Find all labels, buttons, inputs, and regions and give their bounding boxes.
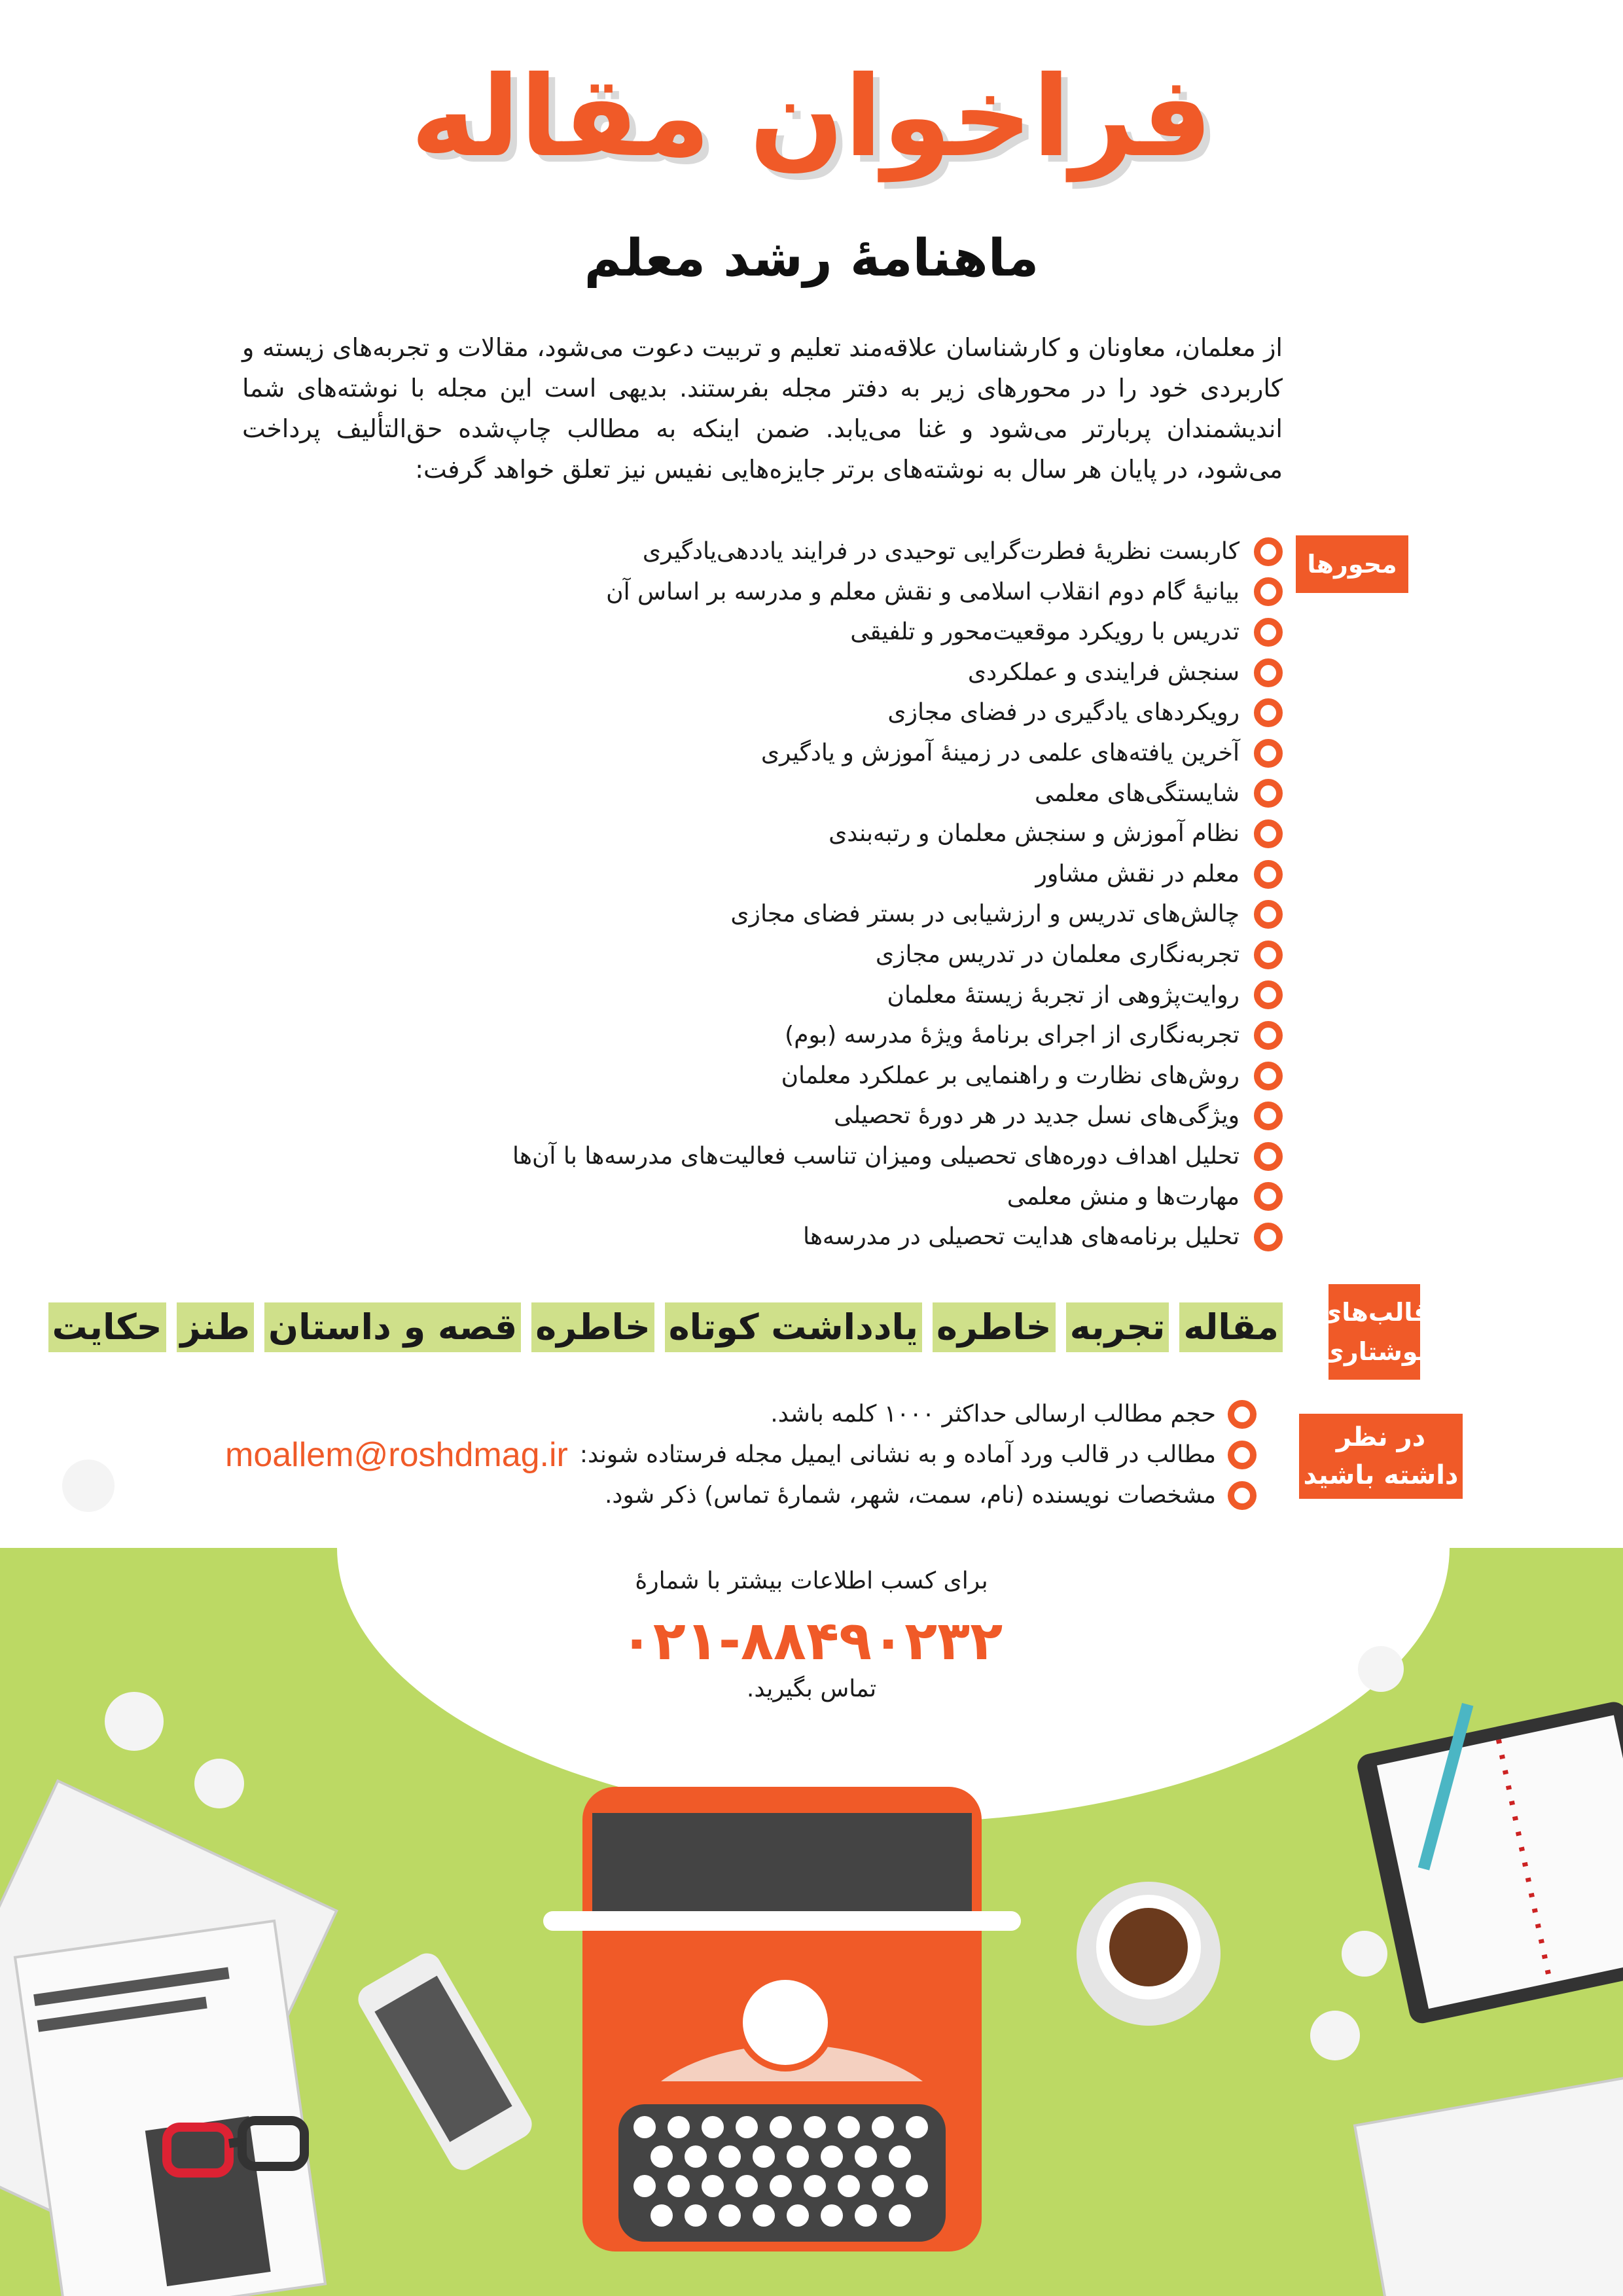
typewriter-key: [821, 2204, 843, 2227]
typewriter-key: [651, 2145, 673, 2168]
typewriter-key: [787, 2145, 809, 2168]
topic-text: شایستگی‌های معلمی: [1035, 780, 1240, 807]
topic-item: [512, 894, 1283, 935]
topic-text: آخرین یافته‌های علمی در زمینۀ آموزش و یادگیری: [760, 739, 1240, 766]
topic-item: [512, 733, 1283, 774]
bullet-icon: [1254, 1062, 1283, 1090]
topics-list: [512, 531, 1283, 1257]
topic-item: [512, 774, 1283, 814]
typewriter-key: [906, 2175, 928, 2197]
topic-item: [512, 692, 1283, 733]
notes-label: [1299, 1414, 1463, 1499]
typewriter-key: [702, 2116, 724, 2138]
typewriter-key: [685, 2204, 707, 2227]
topic-item: [512, 653, 1283, 693]
bullet-icon: [1254, 739, 1283, 768]
note-text: حجم مطالب ارسالی حداکثر ۱۰۰۰ کلمه باشد.: [770, 1401, 1216, 1427]
topic-item: [512, 1056, 1283, 1096]
bullet-icon: [1254, 1142, 1283, 1171]
intro-paragraph: از معلمان، معاونان و کارشناسان علاقه‌مند تعلیم و تربیت دعوت می‌شود، مقالات و تجربه‌های زیسته و کاربردی خود را در محورهای زیر به دفتر مجله بفرستند. بدیهی است این مجله با نوشته‌های شما اندیشمندان پربارتر می‌شود و غنا می‌یابد. ضمن اینکه به مطالب چاپ‌شده حق‌التألیف پرداخت می‌شود، در پایان هر سال به نوشته‌های برتر جایزه‌هایی نفیس نیز تعلق خواهد گرفت:: [242, 333, 1283, 484]
typewriter-key: [702, 2175, 724, 2197]
topic-item: [512, 612, 1283, 653]
topic-item: [512, 1136, 1283, 1177]
topic-text: روایت‌پژوهی از تجربۀ زیستۀ معلمان: [887, 981, 1240, 1009]
format-tag: یادداشت کوتاه: [665, 1302, 922, 1352]
note-item: [225, 1394, 1257, 1435]
typewriter-key: [838, 2175, 860, 2197]
magazine-name: ماهنامۀ رشد معلم: [584, 229, 1039, 288]
topic-text: روش‌های نظارت و راهنمایی بر عملکرد معلمان: [781, 1062, 1240, 1089]
typewriter-key: [719, 2145, 741, 2168]
bullet-icon: [1254, 941, 1283, 969]
typewriter-key: [719, 2204, 741, 2227]
typewriter-key: [804, 2175, 826, 2197]
bullet-icon: [1228, 1400, 1257, 1429]
topic-text: تحلیل اهداف دوره‌های تحصیلی ومیزان تناسب فعالیت‌های مدرسه‌ها با آن‌ها: [512, 1142, 1240, 1170]
note-item: [225, 1435, 1257, 1475]
bullet-icon: [1254, 537, 1283, 566]
topic-item: [512, 572, 1283, 613]
typewriter-key: [872, 2116, 894, 2138]
topic-item: [512, 1217, 1283, 1257]
topic-item: [512, 1096, 1283, 1136]
notes-list: [225, 1394, 1257, 1516]
bullet-icon: [1254, 819, 1283, 848]
topic-text: چالش‌های تدریس و ارزشیابی در بستر فضای مجازی: [730, 901, 1240, 928]
format-tag: تجربه: [1066, 1302, 1169, 1352]
typewriter-key: [855, 2204, 877, 2227]
page-title: فراخوان مقاله: [410, 52, 1213, 182]
typewriter-key: [736, 2175, 758, 2197]
topic-text: کاربست نظریۀ فطرت‌گرایی توحیدی در فرایند یاددهی‌یادگیری: [642, 538, 1240, 565]
topic-item: [512, 1015, 1283, 1056]
format-tag: خاطره: [933, 1302, 1056, 1352]
typewriter-key: [770, 2116, 792, 2138]
bullet-icon: [1228, 1441, 1257, 1469]
topic-item: [512, 531, 1283, 572]
typewriter-key: [753, 2204, 775, 2227]
contact-after: تماس بگیرید.: [746, 1676, 877, 1702]
typewriter-key: [889, 2204, 911, 2227]
typewriter-key: [736, 2116, 758, 2138]
bullet-icon: [1254, 658, 1283, 687]
bullet-icon: [1254, 1102, 1283, 1130]
note-text: مشخصات نویسنده (نام، سمت، شهر، شمارۀ تماس) ذکر شود.: [604, 1482, 1216, 1509]
format-tag: مقاله: [1179, 1302, 1283, 1352]
topic-item: [512, 1177, 1283, 1217]
typewriter-key: [668, 2116, 690, 2138]
contact-before: برای کسب اطلاعات بیشتر با شمارۀ: [635, 1568, 988, 1594]
typewriter-key: [906, 2116, 928, 2138]
topic-item: [512, 814, 1283, 854]
bullet-icon: [1254, 900, 1283, 929]
bullet-icon: [1228, 1481, 1257, 1510]
typewriter-key: [633, 2175, 656, 2197]
topic-item: [512, 935, 1283, 975]
topic-item: [512, 854, 1283, 895]
typewriter-icon: [543, 1787, 1021, 2251]
typewriter-key: [889, 2145, 911, 2168]
bullet-icon: [1254, 980, 1283, 1009]
typewriter-key: [770, 2175, 792, 2197]
typewriter-key: [838, 2116, 860, 2138]
topic-text: نظام آموزش و سنجش معلمان و رتبه‌بندی: [829, 820, 1240, 848]
formats-label-line1: قالب‌های: [1319, 1298, 1430, 1327]
topic-text: سنجش فرایندی و عملکردی: [967, 658, 1240, 686]
topic-text: مهارت‌ها و منش معلمی: [1007, 1183, 1240, 1210]
topic-text: رویکردهای یادگیری در فضای مجازی: [887, 699, 1240, 726]
topic-text: معلم در نقش مشاور: [1035, 860, 1240, 888]
typewriter-key: [753, 2145, 775, 2168]
format-tag: طنز: [177, 1302, 255, 1352]
bullet-icon: [1254, 698, 1283, 727]
topic-text: تحلیل برنامه‌های هدایت تحصیلی در مدرسه‌ها: [802, 1223, 1240, 1251]
topics-label: محورها: [1296, 535, 1408, 593]
note-text: مطالب در قالب ورد آماده و به نشانی ایمیل مجله فرستاده شوند:: [579, 1441, 1216, 1468]
formats-label-line2: نوشتاری: [1321, 1337, 1427, 1366]
bullet-icon: [1254, 860, 1283, 889]
phone-number: ۰۲۱-۸۸۴۹۰۲۳۲: [620, 1610, 1003, 1672]
email-link[interactable]: moallem@roshdmag.ir: [225, 1436, 568, 1474]
note-item: [225, 1475, 1257, 1516]
typewriter-key: [668, 2175, 690, 2197]
typewriter-key: [787, 2204, 809, 2227]
formats-label: [1319, 1284, 1430, 1380]
typewriter-key: [804, 2116, 826, 2138]
typewriter-key: [651, 2204, 673, 2227]
bullet-icon: [1254, 1021, 1283, 1050]
format-tag: خاطره: [531, 1302, 654, 1352]
topic-text: تجربه‌نگاری معلمان در تدریس مجازی: [875, 941, 1240, 968]
typewriter-key: [685, 2145, 707, 2168]
topic-text: تدریس با رویکرد موقعیت‌محور و تلفیقی: [850, 619, 1240, 646]
typewriter-key: [855, 2145, 877, 2168]
bullet-icon: [1254, 1182, 1283, 1211]
format-tag: حکایت: [48, 1302, 166, 1352]
notes-label-line2: داشته باشید: [1303, 1460, 1459, 1490]
bullet-icon: [1254, 577, 1283, 606]
bullet-icon: [1254, 618, 1283, 647]
typewriter-key: [821, 2145, 843, 2168]
formats-list: [48, 1302, 1283, 1352]
topic-text: ویژگی‌های نسل جدید در هر دورۀ تحصیلی: [834, 1102, 1240, 1130]
bullet-icon: [1254, 1223, 1283, 1251]
topic-item: [512, 975, 1283, 1016]
typewriter-key: [872, 2175, 894, 2197]
coffee-cup-icon: [1077, 1882, 1221, 2026]
typewriter-key: [633, 2116, 656, 2138]
format-tag: قصه و داستان: [264, 1302, 521, 1352]
topic-text: تجربه‌نگاری از اجرای برنامۀ ویژۀ مدرسه (بوم): [785, 1022, 1240, 1049]
topic-text: بیانیۀ گام دوم انقلاب اسلامی و نقش معلم و مدرسه بر اساس آن: [606, 578, 1240, 605]
notes-label-line1: در نظر: [1336, 1422, 1426, 1452]
bullet-icon: [1254, 779, 1283, 808]
